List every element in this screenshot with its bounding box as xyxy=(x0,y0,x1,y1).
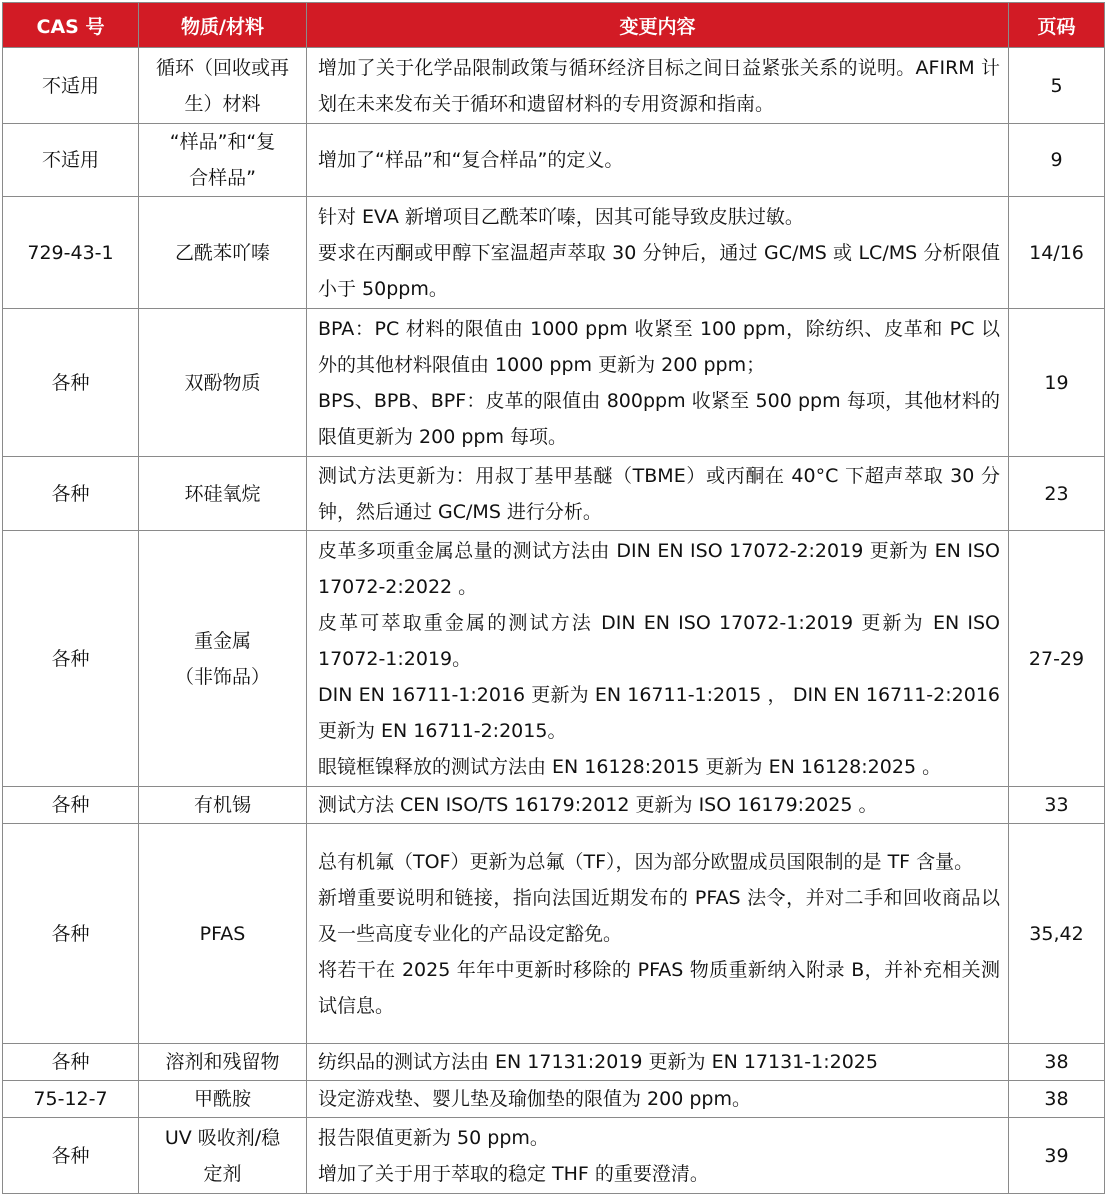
cas-cell: 729-43-1 xyxy=(3,197,139,309)
substance-cell: 双酚物质 xyxy=(139,309,307,457)
substance-cell: UV 吸收剂/稳 定剂 xyxy=(139,1118,307,1194)
header-row xyxy=(3,3,1105,48)
change-cell: 报告限值更新为 50 ppm。 增加了关于用于萃取的稳定 THF 的重要澄清。 xyxy=(307,1118,1009,1194)
cas-cell: 各种 xyxy=(3,457,139,531)
cas-cell: 75-12-7 xyxy=(3,1081,139,1118)
cas-cell: 各种 xyxy=(3,824,139,1044)
table-row xyxy=(3,1081,1105,1118)
table-row xyxy=(3,824,1105,1044)
table-row xyxy=(3,48,1105,124)
page-cell: 33 xyxy=(1009,787,1105,824)
change-cell: 针对 EVA 新增项目乙酰苯吖嗪，因其可能导致皮肤过敏。 要求在丙酮或甲醇下室温超声萃取 30 分钟后，通过 GC/MS 或 LC/MS 分析限值小于 50ppm。 xyxy=(307,197,1009,309)
change-cell: 纺织品的测试方法由 EN 17131:2019 更新为 EN 17131-1:2025 xyxy=(307,1044,1009,1081)
page-cell: 19 xyxy=(1009,309,1105,457)
cas-cell: 各种 xyxy=(3,1118,139,1194)
change-cell: 测试方法更新为：用叔丁基甲基醚（TBME）或丙酮在 40°C 下超声萃取 30 分钟，然后通过 GC/MS 进行分析。 xyxy=(307,457,1009,531)
table-row xyxy=(3,1044,1105,1081)
cas-cell: 各种 xyxy=(3,787,139,824)
page-cell: 14/16 xyxy=(1009,197,1105,309)
substance-cell: 溶剂和残留物 xyxy=(139,1044,307,1081)
table-row xyxy=(3,1118,1105,1194)
header-cas: CAS 号 xyxy=(3,3,139,48)
page-cell: 23 xyxy=(1009,457,1105,531)
page-cell: 9 xyxy=(1009,124,1105,197)
table-row xyxy=(3,124,1105,197)
substance-cell: “样品”和“复 合样品” xyxy=(139,124,307,197)
page-cell: 38 xyxy=(1009,1044,1105,1081)
page-cell: 35,42 xyxy=(1009,824,1105,1044)
table-row xyxy=(3,197,1105,309)
header-change: 变更内容 xyxy=(307,3,1009,48)
table-row xyxy=(3,531,1105,787)
substance-cell: 有机锡 xyxy=(139,787,307,824)
change-cell: 测试方法 CEN ISO/TS 16179:2012 更新为 ISO 16179:2025 。 xyxy=(307,787,1009,824)
cas-cell: 各种 xyxy=(3,1044,139,1081)
change-cell: BPA：PC 材料的限值由 1000 ppm 收紧至 100 ppm，除纺织、皮革和 PC 以外的其他材料限值由 1000 ppm 更新为 200 ppm； BPS、BPB、BPF：皮革的限值由 800ppm 收紧至 500 ppm 每项，其他材料的限值更新为 200 ppm 每项。 xyxy=(307,309,1009,457)
page-cell: 38 xyxy=(1009,1081,1105,1118)
substance-cell: 乙酰苯吖嗪 xyxy=(139,197,307,309)
cas-cell: 各种 xyxy=(3,309,139,457)
table-row xyxy=(3,787,1105,824)
table-row xyxy=(3,457,1105,531)
change-cell: 总有机氟（TOF）更新为总氟（TF），因为部分欧盟成员国限制的是 TF 含量。 新增重要说明和链接，指向法国近期发布的 PFAS 法令，并对二手和回收商品以及一些高度专业化的产品设定豁免。 将若干在 2025 年年中更新时移除的 PFAS 物质重新纳入附录 B，并补充相关测试信息。 xyxy=(307,824,1009,1044)
cas-cell: 不适用 xyxy=(3,48,139,124)
cas-cell: 各种 xyxy=(3,531,139,787)
substance-cell: 重金属 （非饰品） xyxy=(139,531,307,787)
substance-cell: 甲酰胺 xyxy=(139,1081,307,1118)
header-page: 页码 xyxy=(1009,3,1105,48)
changes-table xyxy=(2,2,1105,1194)
page-cell: 27-29 xyxy=(1009,531,1105,787)
change-cell: 增加了“样品”和“复合样品”的定义。 xyxy=(307,124,1009,197)
change-cell: 皮革多项重金属总量的测试方法由 DIN EN ISO 17072-2:2019 更新为 EN ISO 17072-2:2022 。 皮革可萃取重金属的测试方法 DIN EN ISO 17072-1:2019 更新为 EN ISO 17072-1:2019。 DIN EN 16711-1:2016 更新为 EN 16711-1:2015 ， DIN EN 16711-2:2016 更新为 EN 16711-2:2015。 眼镜框镍释放的测试方法由 EN 16128:2015 更新为 EN 16128:2025 。 xyxy=(307,531,1009,787)
table-row xyxy=(3,309,1105,457)
change-cell: 增加了关于化学品限制政策与循环经济目标之间日益紧张关系的说明。AFIRM 计划在未来发布关于循环和遗留材料的专用资源和指南。 xyxy=(307,48,1009,124)
header-substance: 物质/材料 xyxy=(139,3,307,48)
substance-cell: 循环（回收或再 生）材料 xyxy=(139,48,307,124)
substance-cell: PFAS xyxy=(139,824,307,1044)
page-cell: 5 xyxy=(1009,48,1105,124)
substance-cell: 环硅氧烷 xyxy=(139,457,307,531)
cas-cell: 不适用 xyxy=(3,124,139,197)
change-cell: 设定游戏垫、婴儿垫及瑜伽垫的限值为 200 ppm。 xyxy=(307,1081,1009,1118)
page-cell: 39 xyxy=(1009,1118,1105,1194)
